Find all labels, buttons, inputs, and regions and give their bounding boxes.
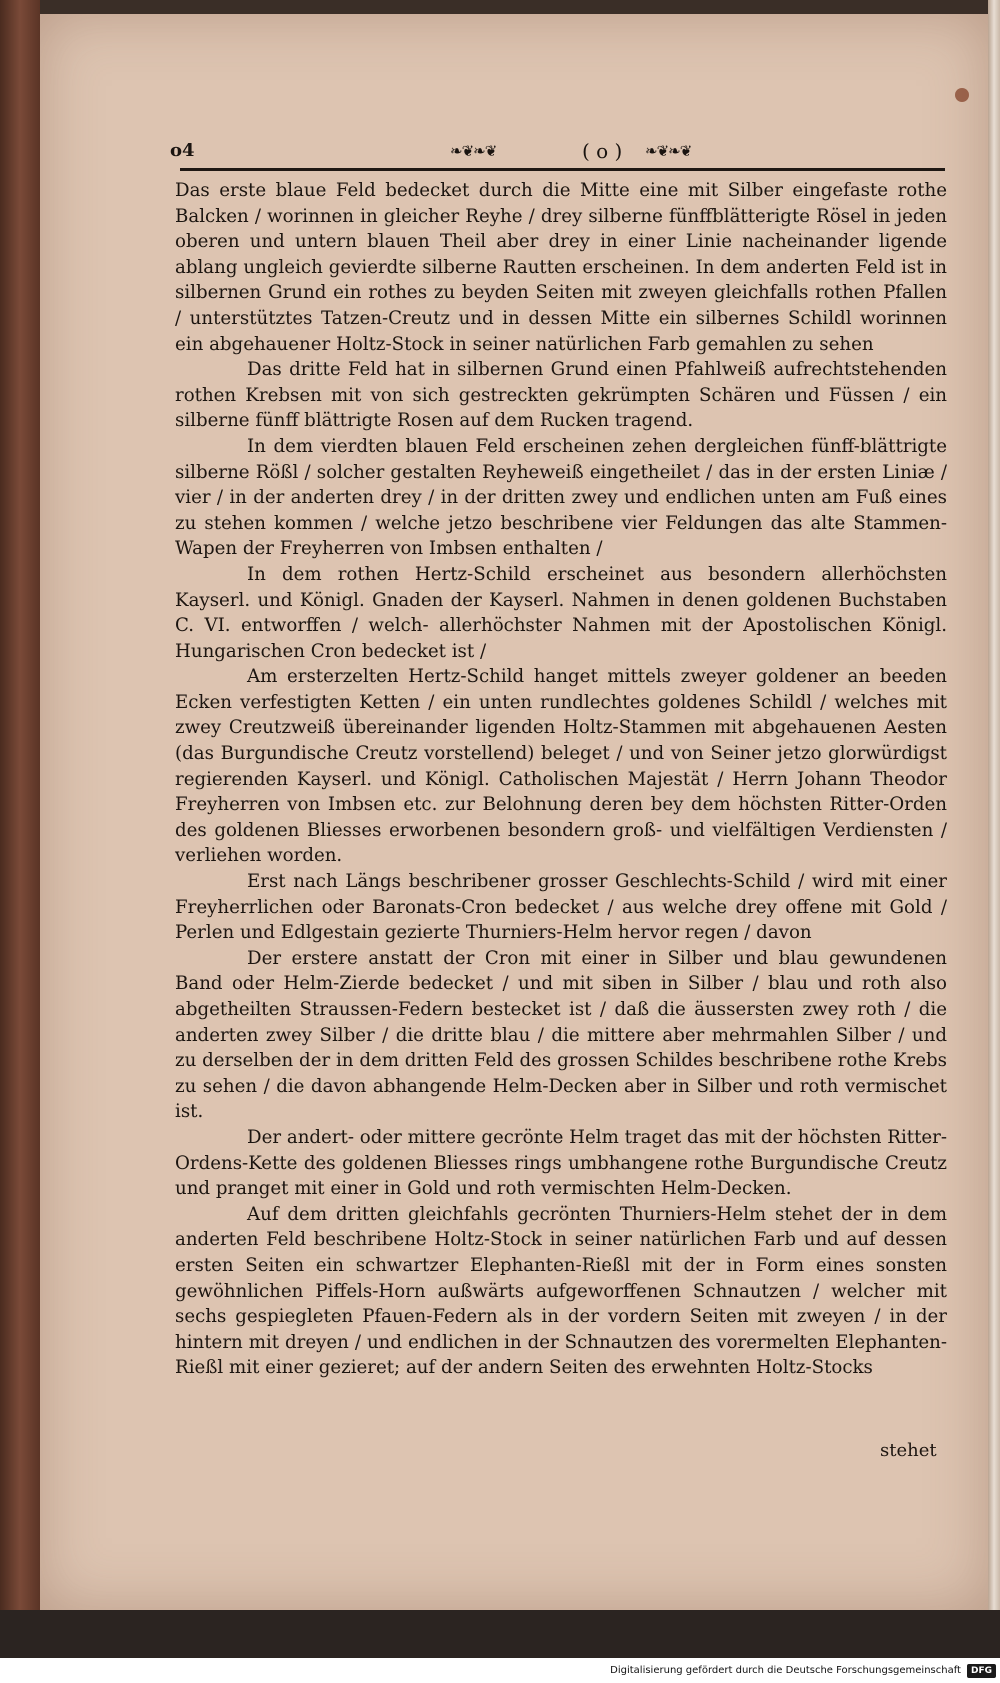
book-spine (0, 0, 40, 1610)
paragraph-5: Am ersterzelten Hertz-Schild hanget mittels zweyer goldener an beeden Ecken verfestigten Ketten / ein unten rundlechtes goldenes Schildl / welches mit zwey Creutzweiß übereinander ligenden Holtz-Stammen mit abgehauenen Aesten (das Burgundische Creutz vorstellend) beleget / und von Seiner jetzo glorwürdigst regierenden Kayserl. und Königl. Catholischen Majestät / Herrn Johann Theodor Freyherren von Imbsen etc. zur Belohnung deren bey dem höchsten Ritter-Orden des goldenen Bliesses erworbenen besondern groß- und vielfältigen Verdiensten / verliehen worden. (175, 666, 947, 867)
ornament-left: ❧❦❧❦ (450, 142, 497, 160)
scan-background (0, 1610, 1000, 1658)
paragraph-7: Der erstere anstatt der Cron mit einer in Silber und blau gewundenen Band oder Helm-Zierde bedecket / und mit siben in Silber / blau und roth also abgetheilten Straussen-Federn bestecket ist / daß die äussersten zwey roth / die anderten zwey Silber / die dritte blau / die mittere aber mehrmahlen Silber / und zu derselben der in dem dritten Feld des grossen Schildes beschribene rothe Krebs zu sehen / die davon abhangende Helm-Decken aber in Silber und roth vermischet ist. (175, 947, 947, 1123)
paragraph-8: Der andert- oder mittere gecrönte Helm traget das mit der höchsten Ritter-Ordens-Kette des goldenen Bliesses rings umbhangene rothe Burgundische Creutz und pranget mit einer in Gold und roth vermischten Helm-Decken. (175, 1126, 947, 1200)
paragraph-3: In dem vierdten blauen Feld erscheinen zehen dergleichen fünff-blättrigte silberne Rößl / solcher gestalten Reyheweiß eingetheilet / das in der ersten Liniæ / vier / in der anderten drey / in der dritten zwey und endlichen unten am Fuß eines zu stehen kommen / welche jetzo beschribene vier Feldungen das alte Stammen-Wapen der Freyherren von Imbsen enthalten / (175, 435, 947, 560)
header-rule (180, 168, 945, 171)
paragraph-2: Das dritte Feld hat in silbernen Grund einen Pfahlweiß aufrechtstehenden rothen Krebsen mit von sich gestreckten gekrümpten Schären und Füssen / ein silberne fünff blättrigte Rosen auf dem Rucken tragend. (175, 359, 947, 432)
dfg-logo-icon: DFG (967, 1664, 996, 1678)
footer-credit: Digitalisierung gefördert durch die Deutsche Forschungsgemeinschaft (610, 1665, 961, 1676)
paragraph-6: Erst nach Längs beschribener grosser Geschlechts-Schild / wird mit einer Freyherrlichen oder Baronats-Cron bedecket / aus welche drey offene mit Gold / Perlen und Edlgestain gezierte Thurniers-Helm hervor regen / davon (175, 871, 947, 944)
footer-bar (0, 1658, 1000, 1683)
catchword: stehet (880, 1440, 937, 1461)
paper-stain (955, 88, 969, 102)
page-mark: o4 (170, 140, 195, 161)
page-header (130, 128, 950, 168)
ornament-right: ❧❦❧❦ (645, 142, 692, 160)
page-number: ( o ) (582, 139, 623, 163)
page-edge (988, 0, 1000, 1610)
paragraph-9: Auf dem dritten gleichfahls gecrönten Thurniers-Helm stehet der in dem anderten Feld beschribene Holtz-Stock in seiner natürlichen Farb und auf dessen ersten Seiten ein schwartzer Elephanten-Rießl mit der in Form eines sonsten gewöhnlichen Piffels-Horn außwärts aufgeworffenen Schnautzen / welcher mit sechs gespiegleten Pfauen-Federn als in der vordern Seiten mit zweyen / in der hintern mit dreyen / und endlichen in der Schnautzen des vorermelten Elephanten-Rießl mit einer gezieret; auf der andern Seiten des erwehnten Holtz-Stocks (175, 1203, 947, 1379)
paragraph-1: Das erste blaue Feld bedecket durch die Mitte eine mit Silber eingefaste rothe Balcken / worinnen in gleicher Reyhe / drey silberne fünffblätterigte Rösel in jeden oberen und untern blauen Theil aber drey in einer Linie nacheinander ligende ablang ungleich gevierdte silberne Rautten erscheinen. In dem anderten Feld ist in silbernen Grund ein rothes zu beyden Seiten mit zweyen gleichfalls rothen Pfallen / unterstütztes Tatzen-Creutz und in dessen Mitte ein silbernes Schildl worinnen ein abgehauener Holtz-Stock in seiner natürlichen Farb gemahlen zu sehen (175, 180, 947, 355)
paragraph-4: In dem rothen Hertz-Schild erscheinet aus besondern allerhöchsten Kayserl. und Königl. Gnaden der Kayserl. Nahmen in denen goldenen Buchstaben C. VI. entworffen / welch- allerhöchster Nahmen mit der Apostolischen Königl. Hungarischen Cron bedecket ist / (175, 563, 947, 662)
page-body (175, 178, 947, 1381)
